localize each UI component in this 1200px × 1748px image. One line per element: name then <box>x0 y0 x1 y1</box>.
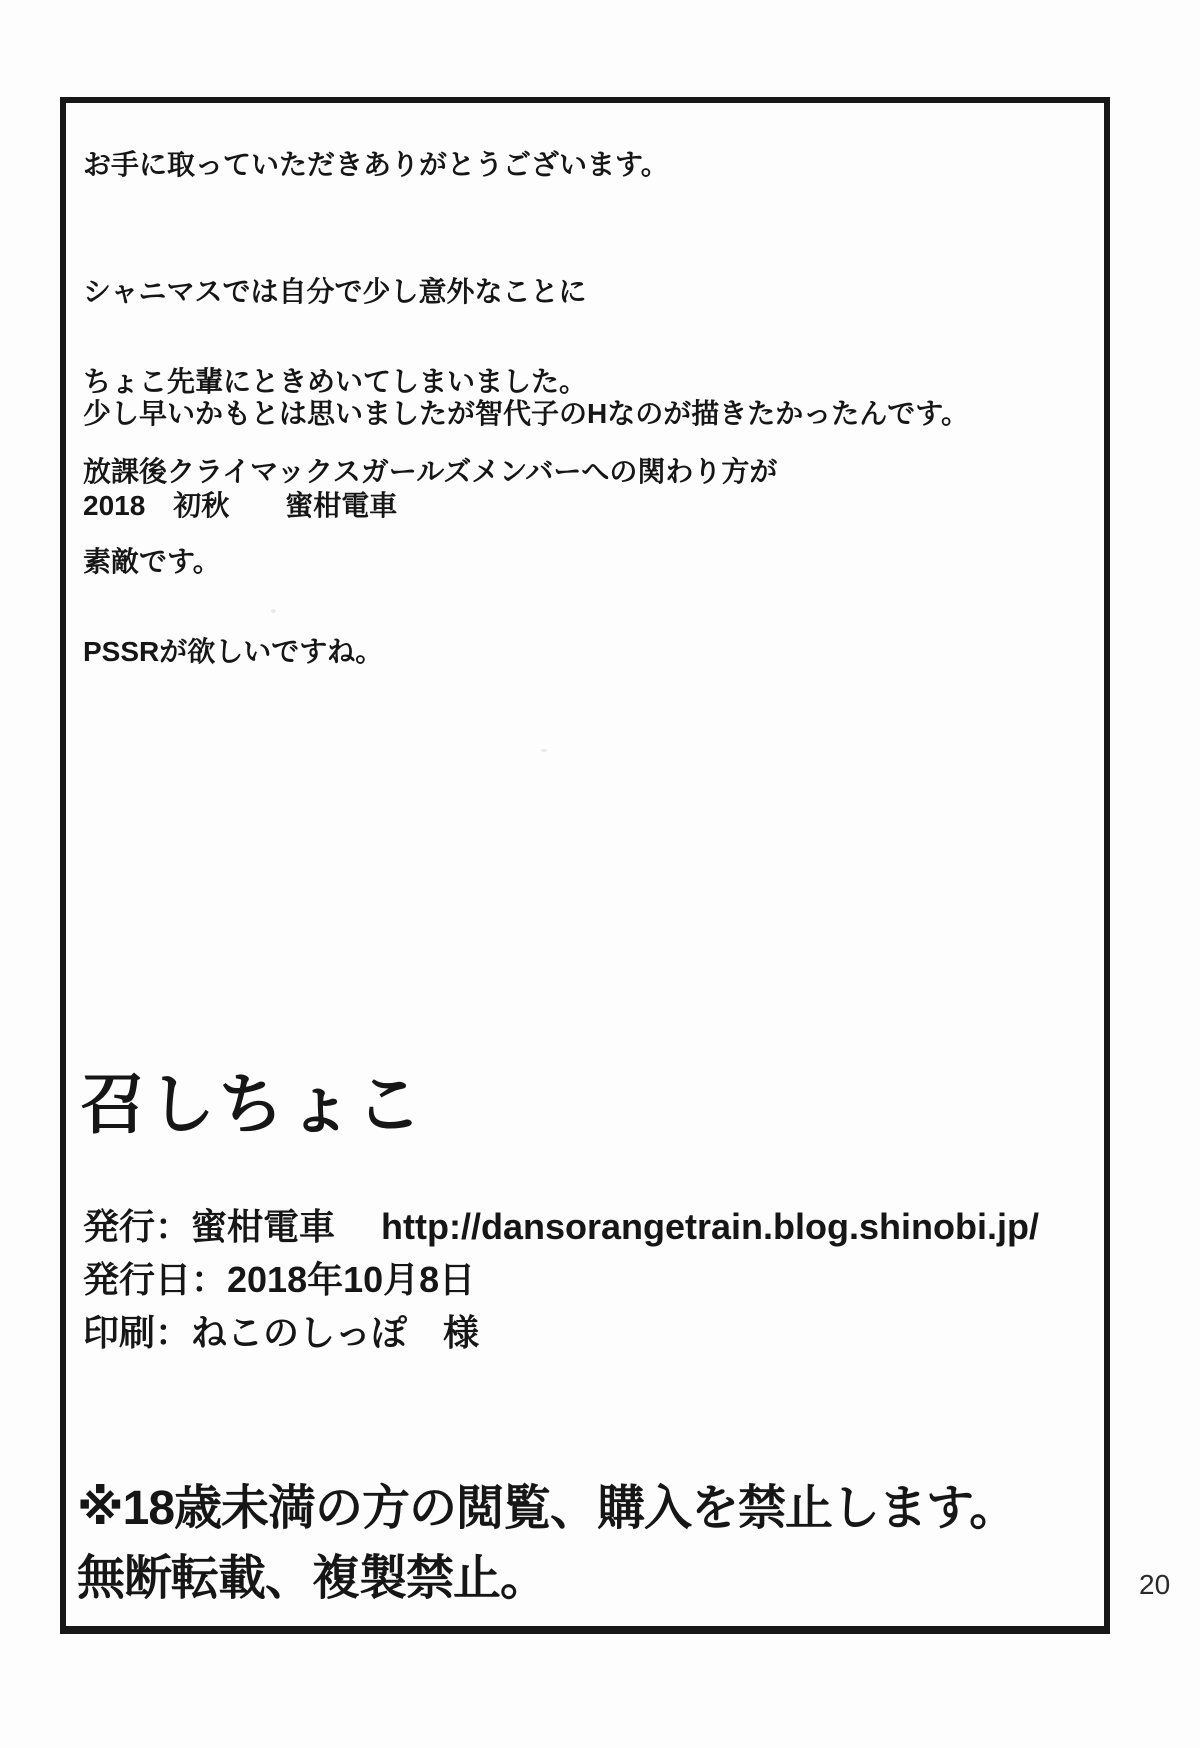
scan-speck <box>541 749 547 752</box>
afterword-line-1: シャニマスでは自分で少し意外なことに <box>83 276 587 307</box>
afterword-paragraph <box>83 217 777 727</box>
printer-line: 印刷：ねこのしっぽ 様 <box>83 1312 480 1353</box>
afterword-line-3: 放課後クライマックスガールズメンバーへの関わり方が <box>83 456 778 487</box>
book-title: 召しちょこ <box>80 1067 425 1141</box>
closing-comment-text: 少し早いかもとは思いましたが智代子のHなのが描きたかったんです。 <box>83 398 969 429</box>
no-reproduction-notice: 無断転載、複製禁止。 <box>77 1552 548 1605</box>
page-number: 20 <box>1139 1569 1171 1600</box>
afterword-line-5: PSSRが欲しいですね。 <box>83 636 384 667</box>
publish-date-line: 発行日：2018年10月8日 <box>83 1259 476 1300</box>
afterword-line-4: 素敵です。 <box>83 546 221 577</box>
publisher-line: 発行：蜜柑電車 http://dansorangetrain.blog.shinobi.jp/ <box>83 1206 1039 1247</box>
afterword-line-2: ちょこ先輩にときめいてしまいました。 <box>83 366 588 397</box>
signature-date-line: 2018 初秋 蜜柑電車 <box>83 490 398 521</box>
greeting-text: お手に取っていただきありがとうございます。 <box>83 149 669 180</box>
age-restriction-notice: ※18歳未満の方の閲覧、購入を禁止します。 <box>77 1482 1017 1535</box>
scan-speck <box>271 609 276 613</box>
